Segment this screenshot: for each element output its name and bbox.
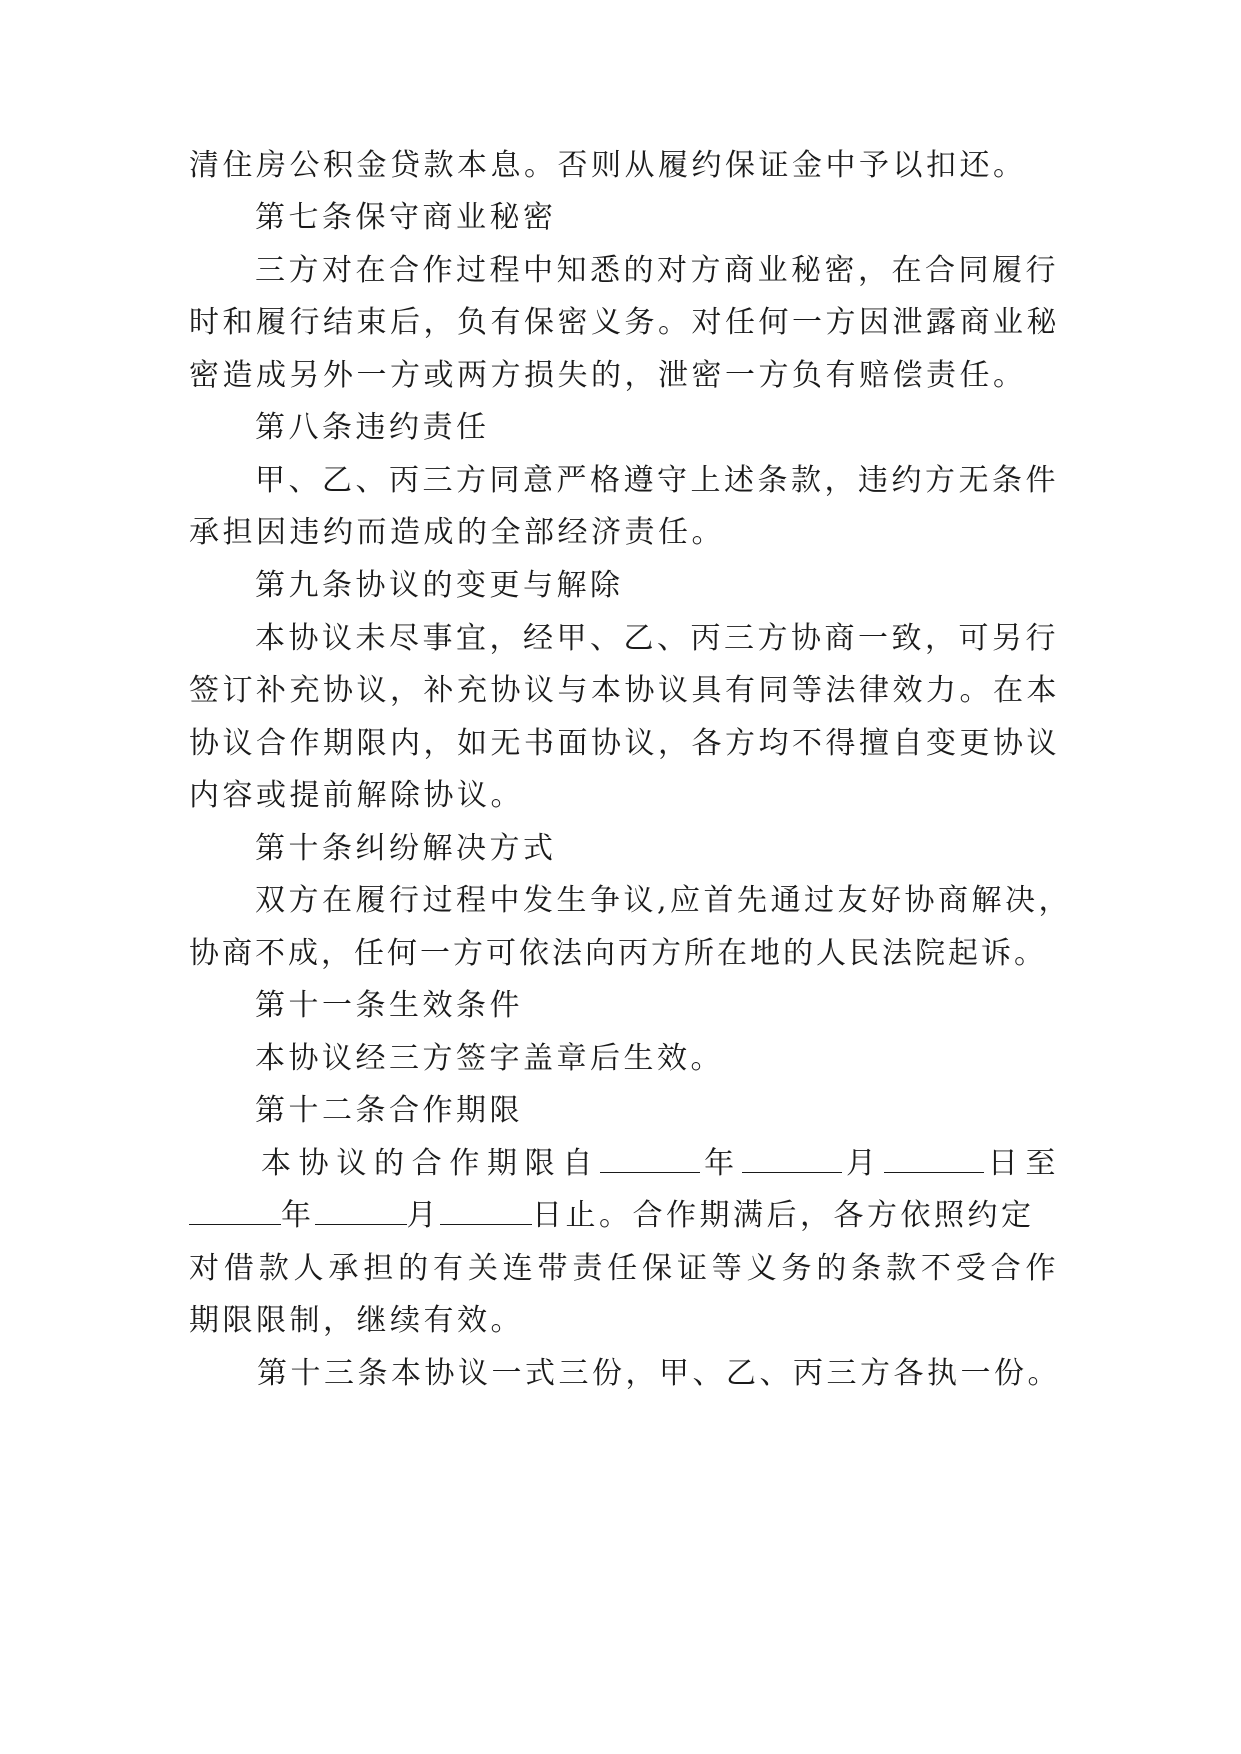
paragraph-line: 协议合作期限内，如无书面协议，各方均不得擅自变更协议 — [189, 726, 1060, 761]
clause-heading-10: 第十条纠纷解决方式 — [255, 831, 557, 866]
paragraph-line: 本协议未尽事宜，经甲、乙、丙三方协商一致，可另行 — [255, 621, 1059, 656]
month-label: 月 — [406, 1198, 440, 1233]
month-blank — [742, 1144, 842, 1173]
paragraph-line: 三方对在合作过程中知悉的对方商业秘密，在合同履行 — [255, 253, 1059, 288]
clause-heading-7: 第七条保守商业秘密 — [255, 200, 557, 235]
year-label: 年 — [281, 1198, 315, 1233]
paragraph-line: 双方在履行过程中发生争议,应首先通过友好协商解决， — [255, 883, 1073, 918]
paragraph-line: 时和履行结束后，负有保密义务。对任何一方因泄露商业秘 — [189, 305, 1060, 340]
day-label: 日至 — [983, 1146, 1060, 1181]
clause-heading-12: 第十二条合作期限 — [255, 1093, 523, 1128]
term-date-line — [261, 1144, 1059, 1184]
term-end-line — [189, 1196, 1059, 1236]
day-blank — [884, 1144, 984, 1173]
year-blank — [189, 1196, 281, 1225]
paragraph-line: 签订补充协议，补充协议与本协议具有同等法律效力。在本 — [189, 673, 1060, 708]
day-blank — [440, 1196, 532, 1225]
paragraph-line: 协商不成，任何一方可依法向丙方所在地的人民法院起诉。 — [189, 936, 1047, 971]
month-blank — [315, 1196, 407, 1225]
term-intro: 本协议的合作期限自 — [261, 1146, 600, 1181]
clause-heading-8: 第八条违约责任 — [255, 410, 490, 445]
paragraph-line: 内容或提前解除协议。 — [189, 778, 524, 813]
paragraph-line: 甲、乙、丙三方同意严格遵守上述条款，违约方无条件 — [255, 463, 1059, 498]
month-label: 月 — [841, 1146, 884, 1181]
paragraph-line: 清住房公积金贷款本息。否则从履约保证金中予以扣还。 — [189, 148, 1027, 183]
paragraph-line: 密造成另外一方或两方损失的，泄密一方负有赔偿责任。 — [189, 358, 1027, 393]
term-end-text: 日止。合作期满后，各方依照约定 — [532, 1198, 1035, 1233]
paragraph-line: 本协议经三方签字盖章后生效。 — [255, 1041, 724, 1076]
clause-heading-11: 第十一条生效条件 — [255, 988, 523, 1023]
year-label: 年 — [700, 1146, 742, 1181]
clause-heading-13: 第十三条本协议一式三份，甲、乙、丙三方各执一份。 — [257, 1356, 1061, 1391]
year-blank — [600, 1144, 700, 1173]
paragraph-line: 承担因违约而造成的全部经济责任。 — [189, 515, 725, 550]
paragraph-line: 对借款人承担的有关连带责任保证等义务的条款不受合作 — [189, 1251, 1059, 1286]
clause-heading-9: 第九条协议的变更与解除 — [255, 568, 624, 603]
paragraph-line: 期限限制，继续有效。 — [189, 1303, 524, 1338]
